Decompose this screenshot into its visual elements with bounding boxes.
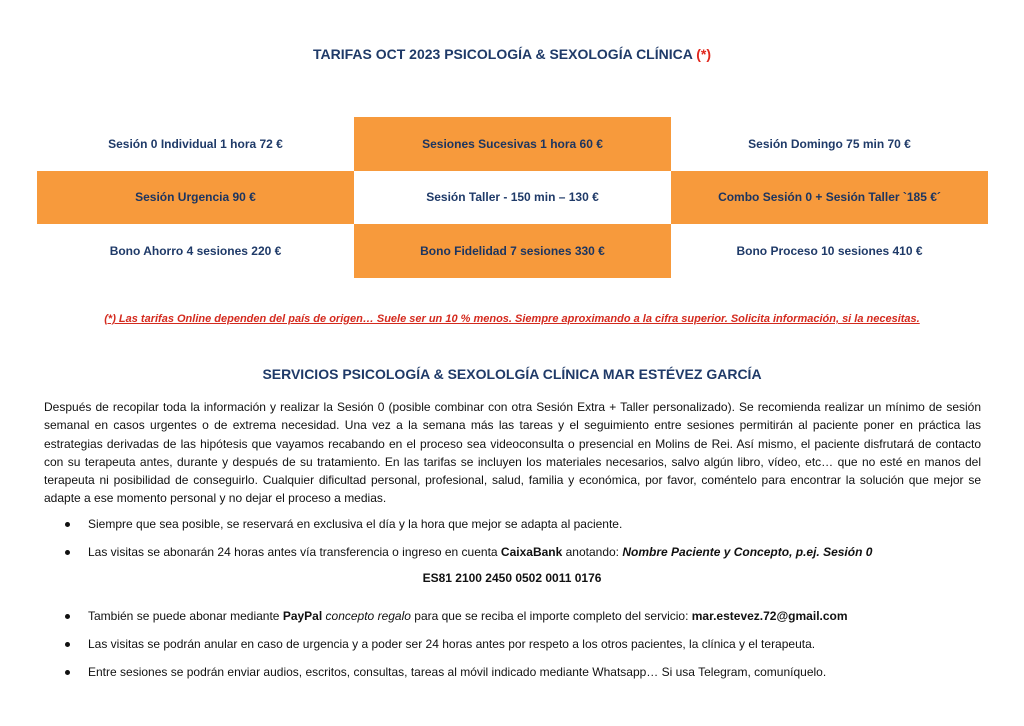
price-cell: Bono Ahorro 4 sesiones 220 € [109, 243, 282, 258]
price-cell: Sesiones Sucesivas 1 hora 60 € [354, 117, 671, 171]
iban-number: ES81 2100 2450 0502 0011 0176 [422, 571, 602, 585]
table-row [37, 117, 988, 171]
table-row [37, 224, 988, 278]
list-item-text: Las visitas se podrán anular en caso de urgencia y a poder ser 24 horas antes por respeto a los otros pacientes, la clínica y el terapeuta. [88, 637, 816, 651]
list-item [44, 543, 984, 561]
services-heading: SERVICIOS PSICOLOGÍA & SEXOLOLGÍA CLÍNICA MAR ESTÉVEZ GARCÍA [262, 366, 762, 382]
price-cell: Sesión Urgencia 90 € [37, 171, 354, 225]
list-item [44, 515, 984, 533]
list-item [44, 635, 984, 653]
price-cell: Combo Sesión 0 + Sesión Taller `185 €´ [671, 171, 988, 225]
bullet-icon [65, 642, 70, 647]
price-cell: Sesión 0 Individual 1 hora 72 € [108, 136, 283, 151]
table-row [37, 171, 988, 225]
list-item [44, 607, 984, 625]
list-item-text: para que se reciba el importe completo del servicio: [410, 609, 692, 623]
price-cell: Sesión Taller - 150 min – 130 € [426, 190, 599, 205]
online-rates-note: (*) Las tarifas Online dependen del país de origen… Suele ser un 10 % menos. Siempre aproximando a la cifra superior. Solicita información, si la necesitas. [104, 313, 920, 325]
price-cell: Sesión Domingo 75 min 70 € [748, 136, 911, 151]
title-text: TARIFAS OCT 2023 PSICOLOGÍA & SEXOLOGÍA CLÍNICA [312, 46, 697, 62]
bank-name: CaixaBank [500, 545, 563, 559]
paypal-name: PayPal [282, 609, 323, 623]
conditions-list [44, 515, 984, 681]
paypal-concept: concepto regalo [325, 609, 411, 623]
list-item-text: Las visitas se abonarán 24 horas antes vía transferencia o ingreso en cuenta [88, 545, 501, 559]
page-title [0, 46, 1024, 62]
list-item-text: Siempre que sea posible, se reservará en exclusiva el día y la hora que mejor se adapta al paciente. [88, 517, 623, 531]
list-item-text: Entre sesiones se podrán enviar audios, escritos, consultas, tareas al móvil indicado mediante Whatsapp… Si usa Telegram, comuníquelo. [88, 665, 827, 679]
bullet-icon [65, 522, 70, 527]
list-item [44, 663, 984, 681]
contact-email: mar.estevez.72@gmail.com [691, 609, 848, 623]
list-item-text: También se puede abonar mediante [88, 609, 283, 623]
list-item-text: anotando: [562, 545, 623, 559]
price-table [37, 117, 988, 278]
bullet-icon [65, 670, 70, 675]
services-paragraph: Después de recopilar toda la información y realizar la Sesión 0 (posible combinar con otra Sesión Extra + Taller personalizado). Se recomienda realizar un mínimo de sesión semanal en casos urgentes o de extrema necesidad. Una vez a la semana más las tareas y el seguimiento entre sesiones permitirán al paciente poner en práctica las estrategias derivadas de las hipótesis que vayamos recabando en el proceso sea videoconsulta o presencial en Molins de Rei. Así mismo, el paciente disfrutará de contacto con su terapeuta antes, durante y después de su tratamiento. En las tarifas se incluyen los materiales necesarios, salvo algún libro, vídeo, etc… que no esté en manos del terapeuta ni posibilidad de conseguirlo. Cualquier dificultad personal, profesional, salud, familia y económica, por favor, coméntelo para encontrar la solución que mejor se adapte a ese momento personal y no dejar el proceso a medias. [44, 400, 981, 506]
bullet-icon [65, 550, 70, 555]
bullet-icon [65, 614, 70, 619]
price-cell: Bono Proceso 10 sesiones 410 € [736, 243, 923, 258]
payment-concept: Nombre Paciente y Concepto, p.ej. Sesión 0 [622, 545, 873, 559]
price-cell: Bono Fidelidad 7 sesiones 330 € [354, 224, 671, 278]
title-asterisk: (*) [696, 46, 711, 62]
